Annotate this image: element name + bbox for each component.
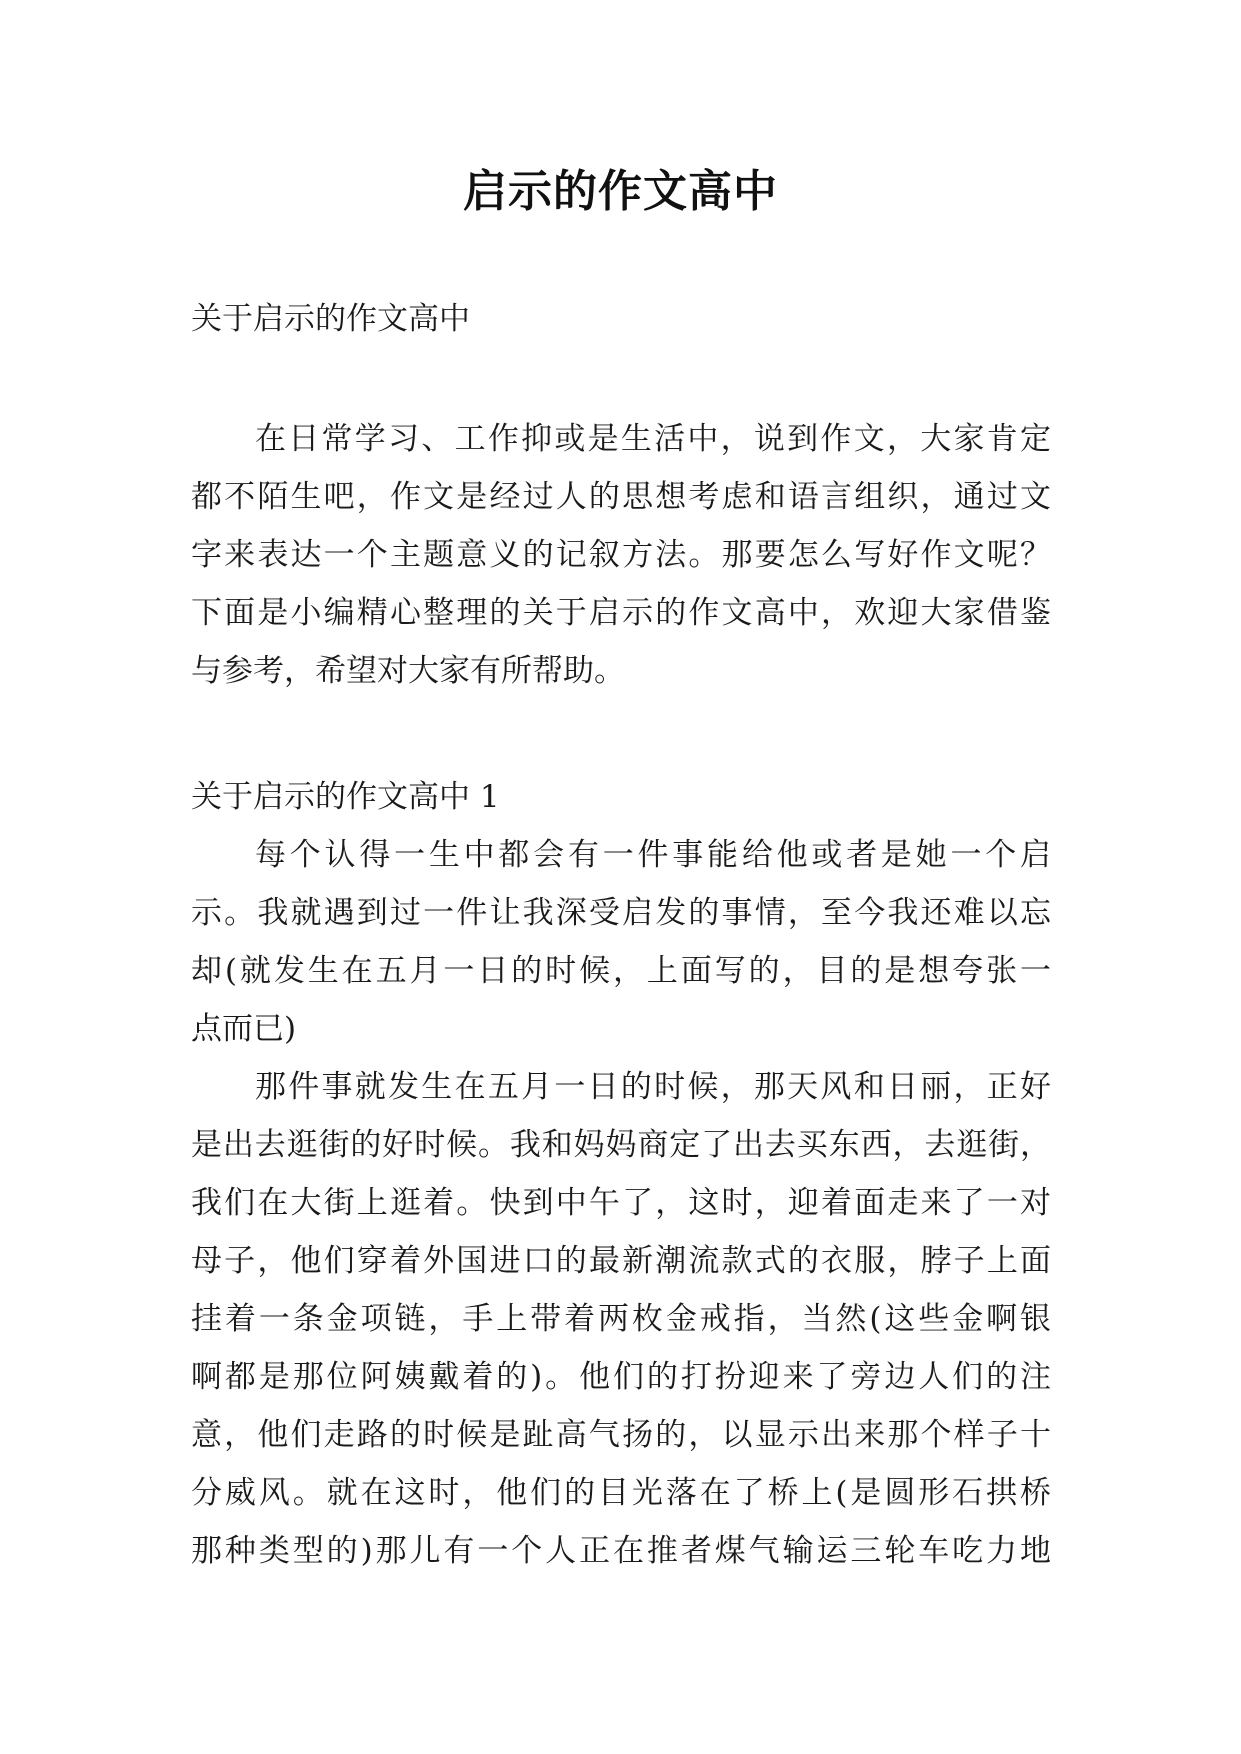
section-heading: 关于启示的作文高中 1 — [191, 779, 500, 815]
intro-paragraph — [191, 410, 1051, 700]
document-title: 启示的作文高中 — [463, 166, 778, 217]
intro-line: 都不陌生吧，作文是经过人的思想考虑和语言组织，通过文 — [191, 479, 1051, 515]
paragraph-line: 那件事就发生在五月一日的时候，那天风和日丽，正好 — [255, 1069, 1051, 1105]
paragraph-line: 示。我就遇到过一件让我深受启发的事情，至今我还难以忘 — [191, 895, 1051, 931]
intro-line: 字来表达一个主题意义的记叙方法。那要怎么写好作文呢？ — [191, 537, 1051, 573]
subtitle: 关于启示的作文高中 — [191, 301, 470, 337]
paragraph-line: 却(就发生在五月一日的时候，上面写的，目的是想夸张一 — [191, 953, 1051, 989]
paragraph-line: 点而已) — [191, 1011, 297, 1047]
paragraph-line: 挂着一条金项链，手上带着两枚金戒指，当然(这些金啊银 — [191, 1301, 1051, 1337]
intro-line: 下面是小编精心整理的关于启示的作文高中，欢迎大家借鉴 — [191, 595, 1051, 631]
paragraph-line: 意，他们走路的时候是趾高气扬的，以显示出来那个样子十 — [191, 1417, 1051, 1453]
spacer — [191, 348, 1051, 410]
paragraph-line: 每个认得一生中都会有一件事能给他或者是她一个启 — [255, 837, 1051, 873]
paragraph-line: 我们在大街上逛着。快到中午了，这时，迎着面走来了一对 — [191, 1185, 1051, 1221]
paragraph-line: 分威风。就在这时，他们的目光落在了桥上(是圆形石拱桥 — [191, 1475, 1051, 1511]
paragraph-line: 是出去逛街的好时候。我和妈妈商定了出去买东西，去逛街， — [191, 1127, 1051, 1163]
body-paragraph-2 — [191, 1058, 1051, 1580]
paragraph-line: 啊都是那位阿姨戴着的)。他们的打扮迎来了旁边人们的注 — [191, 1359, 1051, 1395]
intro-line: 在日常学习、工作抑或是生活中，说到作文，大家肯定 — [255, 421, 1051, 457]
paragraph-line: 母子，他们穿着外国进口的最新潮流款式的衣服，脖子上面 — [191, 1243, 1051, 1279]
document-body — [191, 290, 1051, 1580]
paragraph-line: 那种类型的)那儿有一个人正在推者煤气输运三轮车吃力地 — [191, 1533, 1051, 1569]
intro-line: 与参考，希望对大家有所帮助。 — [191, 653, 625, 689]
body-paragraph-1 — [191, 826, 1051, 1058]
spacer — [191, 700, 1051, 768]
